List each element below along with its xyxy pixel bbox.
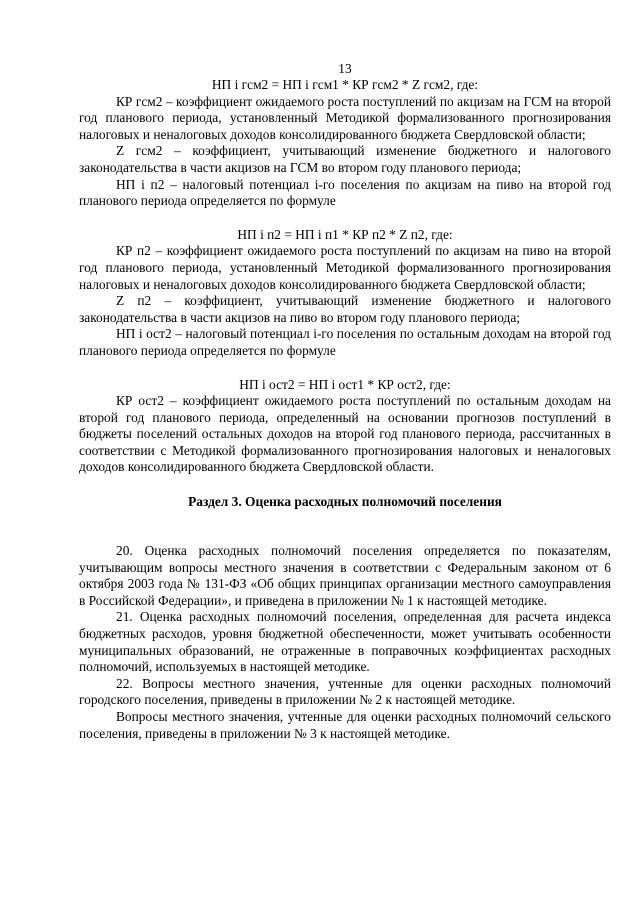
formula-beer: НП i п2 = НП i п1 * КР п2 * Z п2, где: xyxy=(237,226,453,242)
paragraph-kr-p2: КР п2 – коэффициент ожидаемого роста поступлений по акцизам на пиво на второй год планового периода, установленный Методикой формализованного прогнозирования налоговых и неналоговых доходов консолидированного бюджета Свердловской области; xyxy=(79,243,611,292)
paragraph-22-continued: Вопросы местного значения, учтенные для оценки расходных полномочий сельского поселения, приведены в приложении № 3 к настоящей методике. xyxy=(79,709,611,741)
document-page xyxy=(79,60,611,742)
paragraph-np-p2: НП i п2 – налоговый потенциал i-го поселения по акцизам на пиво на второй год планового периода определяется по формуле xyxy=(79,176,611,209)
paragraph-kr-gsm2: КР гсм2 – коэффициент ожидаемого роста поступлений по акцизам на ГСМ на второй год планового периода, установленный Методикой формализованного прогнозирования налоговых и неналоговых доходов консолидированного бюджета Свердловской области; xyxy=(79,93,611,142)
page-number: 13 xyxy=(338,61,352,76)
paragraph-22: 22. Вопросы местного значения, учтенные для оценки расходных полномочий городского поселения, приведены в приложении № 2 к настоящей методике. xyxy=(79,675,611,708)
paragraph-z-p2: Z п2 – коэффициент, учитывающий изменение бюджетного и налогового законодательства в части акцизов на пиво во втором году планового периода; xyxy=(79,293,611,325)
formula-gsm: НП i гсм2 = НП i гсм1 * КР гсм2 * Z гсм2, где: xyxy=(211,77,479,92)
paragraph-20: 20. Оценка расходных полномочий поселения определяется по показателям, учитывающим вопросы местного значения в соответствии с Федеральным законом от 6 октября 2003 года № 131-ФЗ «Об общих принципах организации местного самоуправления в Российской Федерации», и приведена в приложении № 1 к настоящей методике. xyxy=(79,543,611,608)
paragraph-z-gsm2: Z гсм2 – коэффициент, учитывающий изменение бюджетного и налогового законодательства в части акцизов на ГСМ во втором году планового периода; xyxy=(79,143,611,175)
section-heading: Раздел 3. Оценка расходных полномочий поселения xyxy=(188,494,502,510)
paragraph-np-ost2: НП i ост2 – налоговый потенциал i-го поселения по остальным доходам на второй год планового периода определяется по формуле xyxy=(79,326,611,358)
paragraph-21: 21. Оценка расходных полномочий поселения, определенная для расчета индекса бюджетных расходов, уровня бюджетной обеспеченности, может учитывать особенности муниципальных образований, не отраженные в поправочных коэффициентах расходных полномочий, используемых в настоящей методике. xyxy=(79,609,611,675)
formula-other: НП i ост2 = НП i ост1 * КР ост2, где: xyxy=(239,376,451,392)
paragraph-kr-ost2: КР ост2 – коэффициент ожидаемого роста поступлений по остальным доходам на второй год планового периода, определенный на основании прогнозов поступлений в бюджеты поселений остальных доходов на второй год планового периода, рассчитанных в соответствии с Методикой формализованного прогнозирования налоговых и неналоговых доходов консолидированного бюджета Свердловской области. xyxy=(79,393,611,475)
